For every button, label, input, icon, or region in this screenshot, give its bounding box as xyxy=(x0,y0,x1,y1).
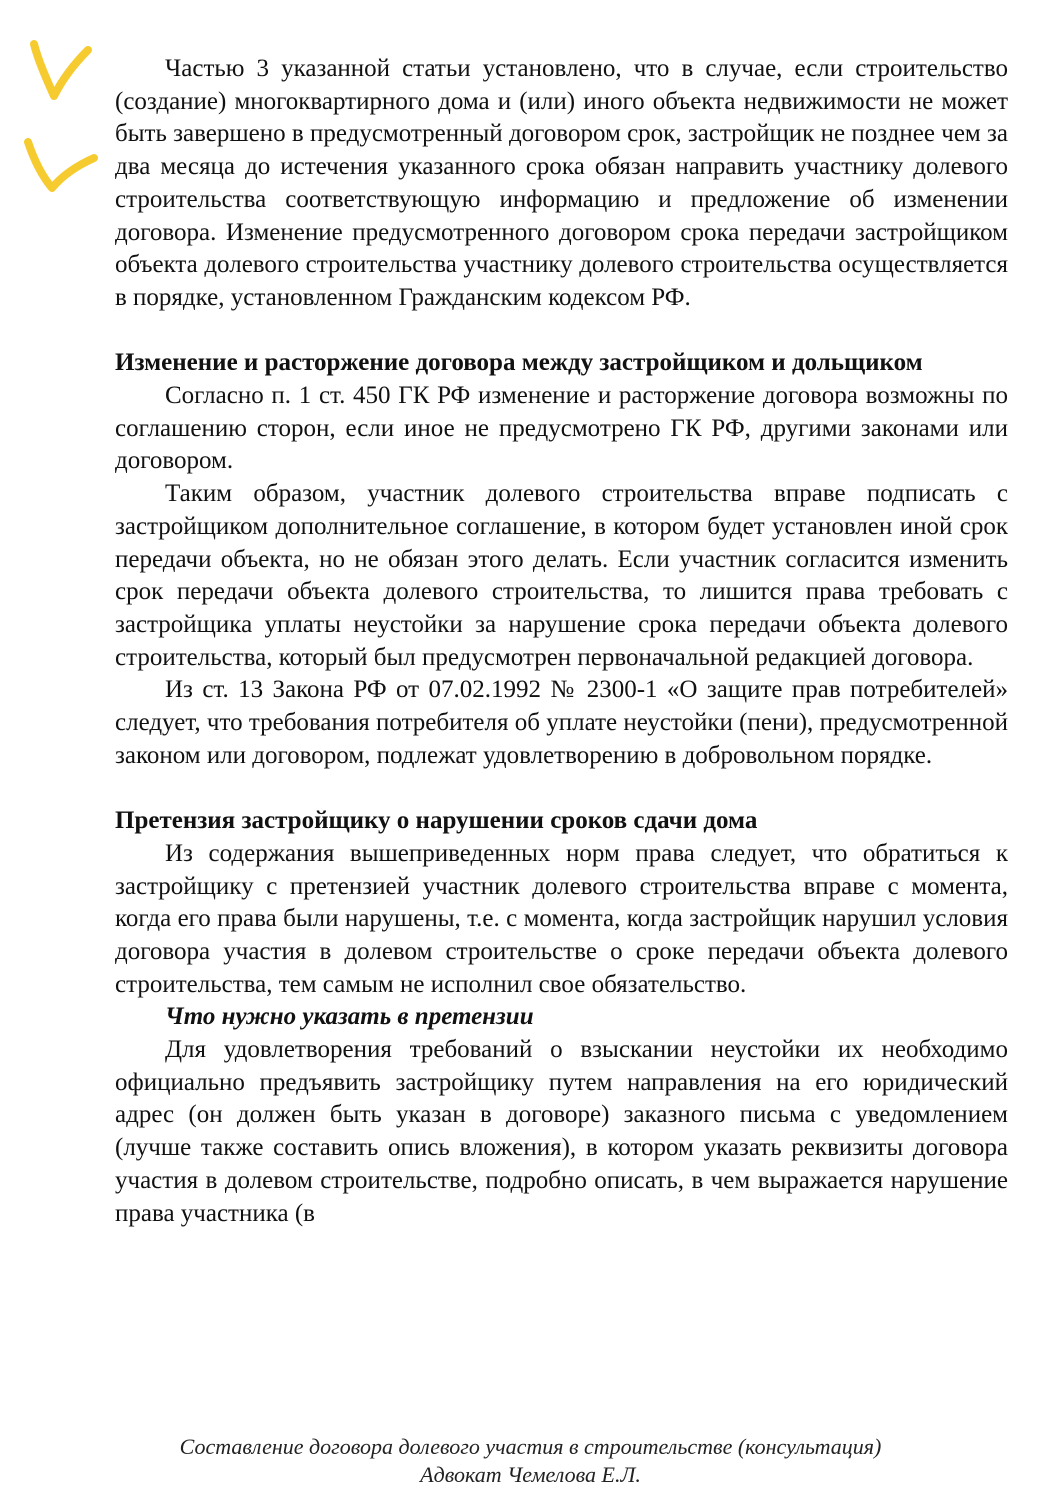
paragraph: Частью 3 указанной статьи установлено, что в случае, если строительство (создание) многоквартирного дома и (или) иного объекта недвижимости не может быть завершено в предусмотренный договором срок, застройщик не позднее чем за два месяца до истечения указанного срока обязан направить участнику долевого строительства соответствующую информацию и предложение об изменении договора. Изменение предусмотренного договором срока передачи застройщиком объекта долевого строительства участнику долевого строительства осуществляется в порядке, установленном Гражданским кодексом РФ. xyxy=(115,55,1008,311)
document-body xyxy=(115,53,1008,1230)
paragraph: Из ст. 13 Закона РФ от 07.02.1992 № 2300-1 «О защите прав потребителей» следует, что требования потребителя об уплате неустойки (пени), предусмотренной законом или договором, подлежат удовлетворению в добровольном порядке. xyxy=(115,676,1008,769)
footer-author: Адвокат Чемелова Е.Л. xyxy=(420,1462,641,1487)
check-marks xyxy=(18,30,98,200)
paragraph: Для удовлетворения требований о взыскании неустойки их необходимо официально предъявить застройщику путем направления на его юридический адрес (он должен быть указан в договоре) заказного письма с уведомлением (лучше также составить опись вложения), в котором указать реквизиты договора участия в долевом строительстве, подробно описать, в чем выражается нарушение права участника (в xyxy=(115,1036,1008,1227)
subheading: Что нужно указать в претензии xyxy=(165,1003,534,1031)
check-mark-icon xyxy=(28,142,94,188)
paragraph: Из содержания вышеприведенных норм права следует, что обратиться к застройщику с претензией участник долевого строительства вправе с момента, когда его права были нарушены, т.е. с момента, когда застройщик нарушил условия договора участия в долевом строительстве о сроке передачи объекта долевого строительства, тем самым не исполнил свое обязательство. xyxy=(115,839,1008,998)
check-mark-icon xyxy=(34,44,88,96)
paragraph: Таким образом, участник долевого строительства вправе подписать с застройщиком дополнительное соглашение, в котором будет установлен иной срок передачи объекта, но не обязан этого делать. Если участник согласится изменить срок передачи объекта долевого строительства, то лишится права требовать с застройщика уплаты неустойки за нарушение срока передачи объекта долевого строительства, который был предусмотрен первоначальной редакцией договора. xyxy=(115,480,1008,671)
page-footer xyxy=(0,1433,1061,1489)
footer-title: Составление договора долевого участия в строительстве (консультация) xyxy=(179,1434,882,1459)
section-heading: Изменение и расторжение договора между застройщиком и дольщиком xyxy=(115,349,923,377)
section-heading: Претензия застройщику о нарушении сроков сдачи дома xyxy=(115,807,758,835)
paragraph: Согласно п. 1 ст. 450 ГК РФ изменение и расторжение договора возможны по соглашению сторон, если иное не предусмотрено ГК РФ, другими законами или договором. xyxy=(115,382,1008,475)
